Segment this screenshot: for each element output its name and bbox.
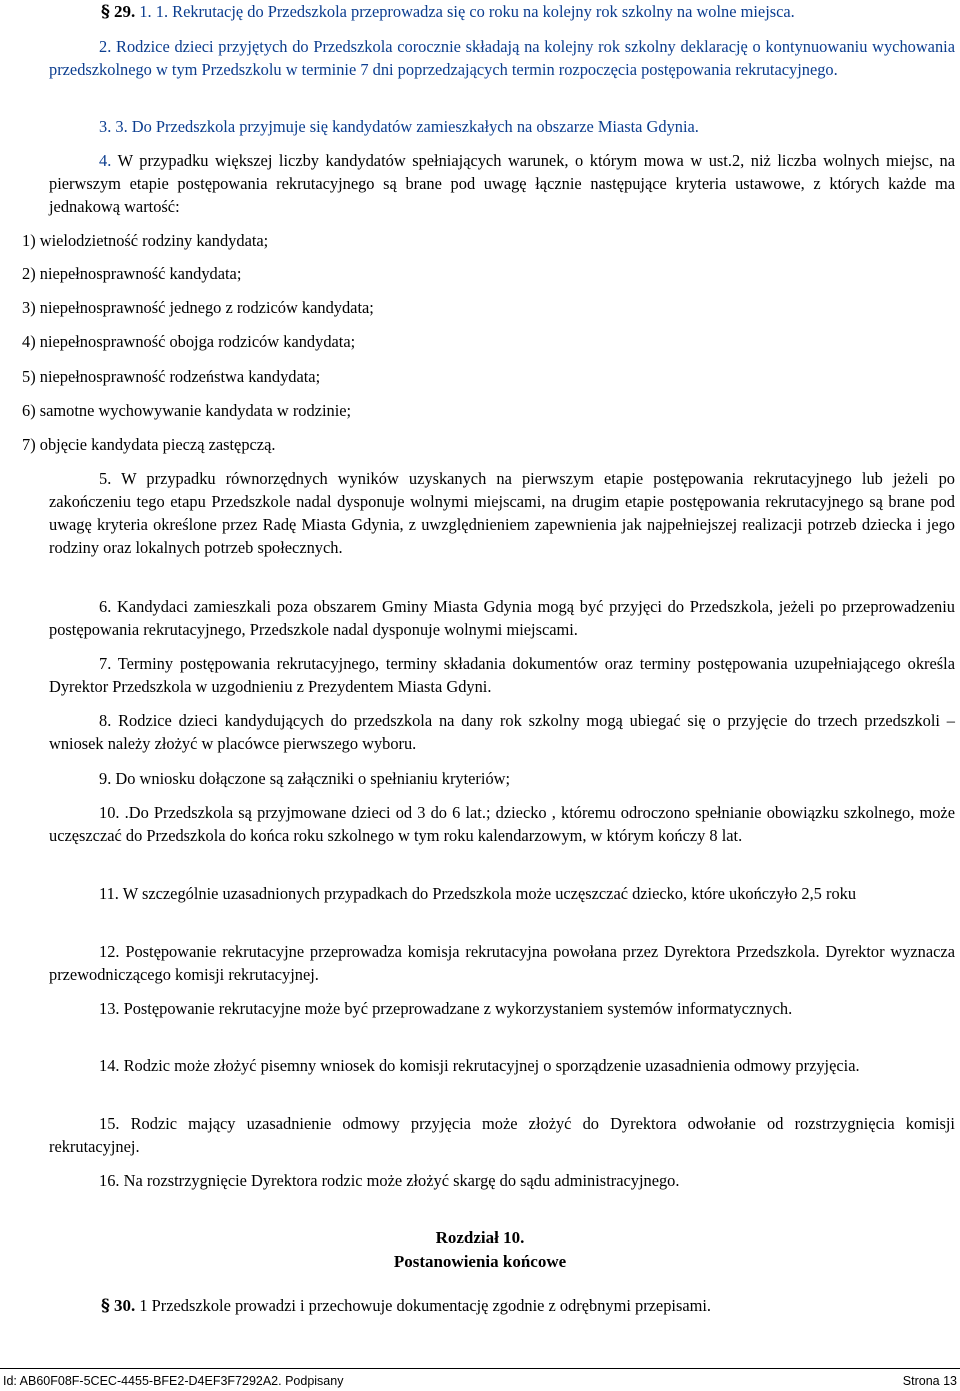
list-item: 1) wielodzietność rodziny kandydata; [22, 231, 269, 250]
list-item: 7) objęcie kandydata pieczą zastępczą. [22, 435, 276, 454]
item-number: 5. [99, 469, 112, 488]
item-number: 2. [99, 37, 112, 56]
paragraph-29-4 [49, 149, 955, 218]
paragraph-text: Rekrutację do Przedszkola przeprowadza się co roku na kolejny rok szkolny na wolne miejsca. [172, 2, 795, 21]
item-number: 11. [99, 884, 119, 903]
section-mark: § [101, 1296, 110, 1316]
paragraph-text: Terminy postępowania rekrutacyjnego, terminy składania dokumentów oraz terminy postępowania uzupełniającego określa Dyrektor Przedszkola w uzgodnieniu z Prezydentem Miasta Gdyni. [49, 654, 955, 696]
paragraph-29-9 [49, 767, 955, 790]
item-number: 9. [99, 769, 112, 788]
paragraph-text: 1 Przedszkole prowadzi i przechowuje dokumentację zgodnie z odrębnymi przepisami. [139, 1296, 712, 1315]
footer-divider [0, 1368, 960, 1369]
paragraph-text: W szczególnie uzasadnionych przypadkach do Przedszkola może uczęszczać dziecko, które ukończyło 2,5 roku [122, 884, 857, 903]
list-item: 2) niepełnosprawność kandydata; [22, 264, 242, 283]
paragraph-29-16 [49, 1169, 955, 1192]
paragraph-text: Kandydaci zamieszkali poza obszarem Gminy Miasta Gdynia mogą być przyjęci do Przedszkola, jeżeli po przeprowadzeniu postępowania rekrutacyjnego, Przedszkole nadal dysponuje wolnymi miejscami. [49, 597, 955, 639]
section-mark: § [101, 2, 110, 22]
chapter-subtitle: Postanowienia końcowe [393, 1252, 567, 1271]
paragraph-text: Rodzice dzieci przyjętych do Przedszkola corocznie składają na kolejny rok szkolny deklarację o kontynuowaniu wychowania przedszkolnego w tym Przedszkolu w terminie 7 dni poprzedzających termin rozpoczęcia postępowania rekrutacyjnego. [49, 37, 955, 79]
paragraph-29-5 [49, 467, 955, 559]
item-number: 16. [99, 1171, 120, 1190]
paragraph-29-14 [49, 1054, 955, 1077]
paragraph-29-7 [49, 652, 955, 698]
item-number: 14. [99, 1056, 120, 1075]
paragraph-text: Rodzic mający uzasadnienie odmowy przyjęcia może złożyć do Dyrektora odwołanie od rozstrzygnięcia komisji rekrutacyjnej. [49, 1114, 955, 1156]
paragraph-29-13 [49, 997, 955, 1020]
paragraph-text: Postępowanie rekrutacyjne przeprowadza komisja rekrutacyjna powołana przez Dyrektora Przedszkola. Dyrektor wyznacza przewodniczącego komisji rekrutacyjnej. [49, 942, 955, 984]
paragraph-29-6 [49, 595, 955, 641]
paragraph-text: W przypadku równorzędnych wyników uzyskanych na pierwszym etapie postępowania rekrutacyjnego lub jeżeli po zakończeniu tego etapu Przedszkole nadal dysponuje wolnymi miejscami, na drugim etapie postępowania rekrutacyjnego są brane pod uwagę kryteria określone przez Radę Miasta Gdynia, z uwzględnieniem zapewnienia jak najpełniejszej realizacji potrzeb dziecka i jego rodziny oraz lokalnych potrzeb społecznych. [49, 469, 955, 557]
list-item: 3) niepełnosprawność jednego z rodziców kandydata; [22, 298, 374, 317]
paragraph-text: Rodzice dzieci kandydujących do przedszkola na dany rok szkolny mogą ubiegać się o przyjęcie do trzech przedszkoli – wniosek należy złożyć w placówce pierwszego wyboru. [49, 711, 955, 753]
list-item: 5) niepełnosprawność rodzeństwa kandydata; [22, 367, 321, 386]
item-number: 8. [99, 711, 112, 730]
paragraph-text: Do wniosku dołączone są załączniki o spełnianiu kryteriów; [115, 769, 511, 788]
paragraph-30 [101, 1294, 955, 1318]
paragraph-text: Rodzic może złożyć pisemny wniosek do komisji rekrutacyjnej o sporządzenie uzasadnienia odmowy przyjęcia. [123, 1056, 860, 1075]
item-number: 1. 1. [139, 2, 169, 21]
section-number: 29. [114, 2, 136, 21]
item-number: 4. [99, 151, 112, 170]
item-number: 7. [99, 654, 112, 673]
item-number: 12. [99, 942, 120, 961]
paragraph-29-2 [49, 35, 955, 81]
item-number: 10. [99, 803, 120, 822]
paragraph-29-10 [49, 801, 955, 847]
paragraph-29-8 [49, 709, 955, 755]
item-number: 3. 3. [99, 117, 128, 136]
paragraph-text: .Do Przedszkola są przyjmowane dzieci od 3 do 6 lat.; dziecko , któremu odroczono spełnianie obowiązku szkolnego, może uczęszczać do Przedszkola do końca roku szkolnego w tym roku kalendarzowym, w którym kończy 8 lat. [49, 803, 955, 845]
list-item: 6) samotne wychowywanie kandydata w rodzinie; [22, 401, 352, 420]
paragraph-text: W przypadku większej liczby kandydatów spełniających warunek, o którym mowa w ust.2, niż liczba wolnych miejsc, na pierwszym etapie postępowania rekrutacyjnego są brane pod uwagę łącznie następujące kryteria ustawowe, z których każde ma jednakową wartość: [49, 151, 955, 216]
item-number: 15. [99, 1114, 120, 1133]
list-item: 4) niepełnosprawność obojga rodziców kandydata; [22, 332, 356, 351]
paragraph-text: Do Przedszkola przyjmuje się kandydatów zamieszkałych na obszarze Miasta Gdynia. [131, 117, 699, 136]
page-number: Strona 13 [902, 1374, 957, 1388]
item-number: 6. [99, 597, 112, 616]
section-number: 30. [114, 1296, 136, 1315]
paragraph-29-15 [49, 1112, 955, 1158]
paragraph-text: Postępowanie rekrutacyjne może być przeprowadzane z wykorzystaniem systemów informatycznych. [123, 999, 793, 1018]
paragraph-29-11 [49, 882, 955, 905]
item-number: 13. [99, 999, 120, 1018]
paragraph-29-3 [49, 115, 955, 138]
paragraph-text: Na rozstrzygnięcie Dyrektora rodzic może złożyć skargę do sądu administracyjnego. [123, 1171, 680, 1190]
paragraph-29-1 [101, 0, 955, 24]
document-id: Id: AB60F08F-5CEC-4455-BFE2-D4EF3F7292A2. Podpisany [3, 1374, 344, 1388]
chapter-title: Rozdział 10. [435, 1228, 525, 1247]
paragraph-29-12 [49, 940, 955, 986]
